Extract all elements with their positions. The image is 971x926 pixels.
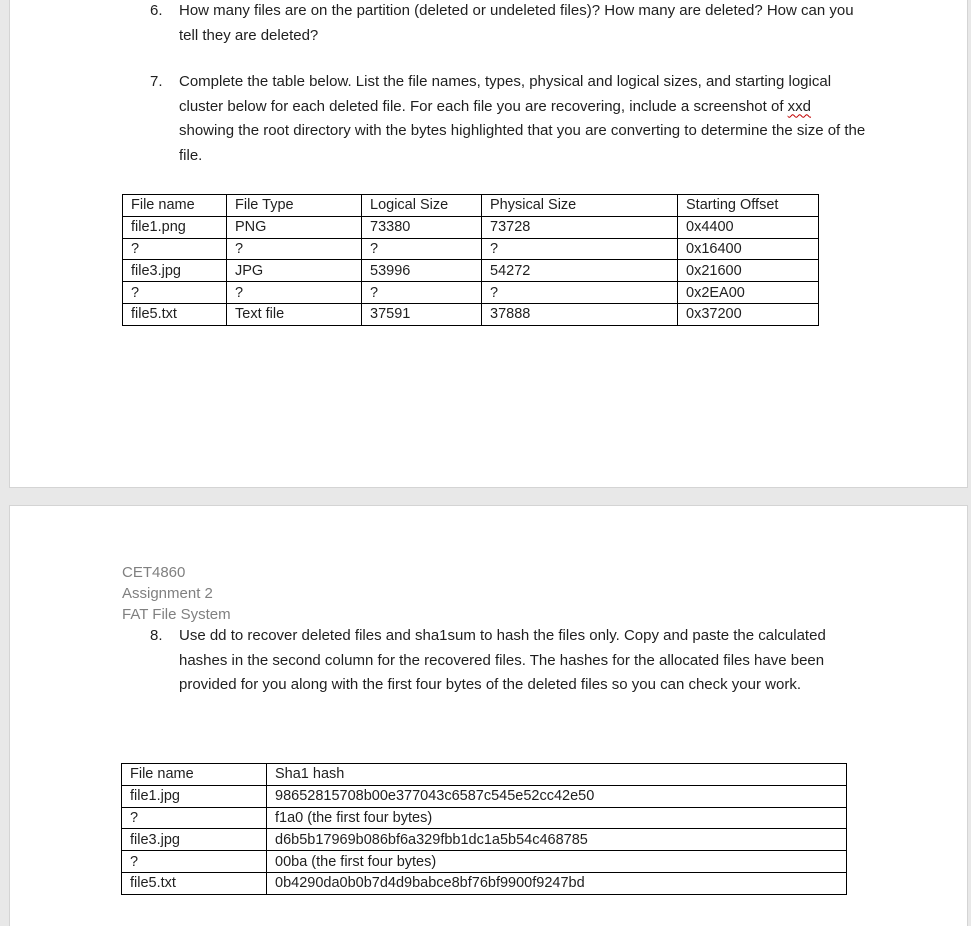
file-name-cell: ? <box>122 807 267 829</box>
starting-offset-cell: 0x2EA00 <box>678 282 819 304</box>
file-name-cell: file1.jpg <box>122 785 267 807</box>
question-7-text-part-1: Complete the table below. List the file names, types, physical and logical sizes, and starting logical cluster below for each deleted file. For each file you are recovering, include a screenshot of <box>179 73 832 115</box>
sha1-hash-cell: d6b5b17969b086bf6a329fbb1dc1a5b54c468785 <box>267 829 847 851</box>
starting-offset-cell: 0x21600 <box>678 260 819 282</box>
table-header-row <box>123 195 819 217</box>
header-logical-size-cell: Logical Size <box>362 195 482 217</box>
physical-size-cell: ? <box>482 282 678 304</box>
question-7-text-part-2: showing the root directory with the bytes highlighted that you are converting to determine the size of the file. <box>179 122 866 164</box>
file-name-cell: ? <box>123 238 227 260</box>
header-file-name-cell: File name <box>123 195 227 217</box>
file-type-cell: ? <box>227 282 362 304</box>
question-6-number: 6. <box>150 2 163 19</box>
document-page-2 <box>9 505 968 926</box>
physical-size-cell: 54272 <box>482 260 678 282</box>
table-row <box>122 785 847 807</box>
spellcheck-flagged-word[interactable]: xxd <box>787 97 812 115</box>
question-7-number: 7. <box>150 73 163 90</box>
logical-size-cell: ? <box>362 238 482 260</box>
file-type-cell: PNG <box>227 216 362 238</box>
deleted-files-table <box>122 194 819 326</box>
file-name-cell: ? <box>123 282 227 304</box>
starting-offset-cell: 0x4400 <box>678 216 819 238</box>
table-row <box>123 260 819 282</box>
starting-offset-cell: 0x16400 <box>678 238 819 260</box>
question-7-text <box>179 70 870 168</box>
header-file-name-cell: File name <box>122 764 267 786</box>
starting-offset-cell: 0x37200 <box>678 303 819 325</box>
file-type-cell: ? <box>227 238 362 260</box>
header-file-type-cell: File Type <box>227 195 362 217</box>
table-row <box>122 851 847 873</box>
header-assignment: Assignment 2 <box>122 585 213 602</box>
header-starting-offset-cell: Starting Offset <box>678 195 819 217</box>
logical-size-cell: 53996 <box>362 260 482 282</box>
table-header-row <box>122 764 847 786</box>
document-page-1 <box>9 0 968 488</box>
table-row <box>123 282 819 304</box>
physical-size-cell: 73728 <box>482 216 678 238</box>
logical-size-cell: ? <box>362 282 482 304</box>
file-type-cell: Text file <box>227 303 362 325</box>
file-name-cell: file5.txt <box>122 872 267 894</box>
header-sha1-hash-cell: Sha1 hash <box>267 764 847 786</box>
header-course: CET4860 <box>122 564 186 581</box>
table-row <box>123 303 819 325</box>
physical-size-cell: ? <box>482 238 678 260</box>
sha1-hash-cell: 98652815708b00e377043c6587c545e52cc42e50 <box>267 785 847 807</box>
sha1-hash-cell: 0b4290da0b0b7d4d9babce8bf76bf9900f9247bd <box>267 872 847 894</box>
file-type-cell: JPG <box>227 260 362 282</box>
file-name-cell: ? <box>122 851 267 873</box>
file-name-cell: file3.jpg <box>122 829 267 851</box>
file-name-cell: file3.jpg <box>123 260 227 282</box>
header-topic: FAT File System <box>122 606 231 623</box>
sha1-hash-cell: f1a0 (the first four bytes) <box>267 807 847 829</box>
logical-size-cell: 73380 <box>362 216 482 238</box>
question-6 <box>150 0 870 48</box>
logical-size-cell: 37591 <box>362 303 482 325</box>
table-row <box>123 216 819 238</box>
document-header <box>122 562 231 625</box>
sha1-hash-cell: 00ba (the first four bytes) <box>267 851 847 873</box>
question-8 <box>150 624 870 698</box>
question-7 <box>150 70 870 168</box>
sha1-hash-table <box>121 763 847 895</box>
table-row <box>123 238 819 260</box>
header-physical-size-cell: Physical Size <box>482 195 678 217</box>
question-6-text: How many files are on the partition (deleted or undeleted files)? How many are deleted? How can you tell they are deleted? <box>179 2 854 44</box>
file-name-cell: file1.png <box>123 216 227 238</box>
file-name-cell: file5.txt <box>123 303 227 325</box>
table-row <box>122 829 847 851</box>
question-8-text: Use dd to recover deleted files and sha1sum to hash the files only. Copy and paste the calculated hashes in the second column for the recovered files. The hashes for the allocated files have been provided for you along with the first four bytes of the deleted files so you can check your work. <box>179 627 826 693</box>
table-row <box>122 807 847 829</box>
question-8-number: 8. <box>150 627 163 644</box>
physical-size-cell: 37888 <box>482 303 678 325</box>
table-row <box>122 872 847 894</box>
